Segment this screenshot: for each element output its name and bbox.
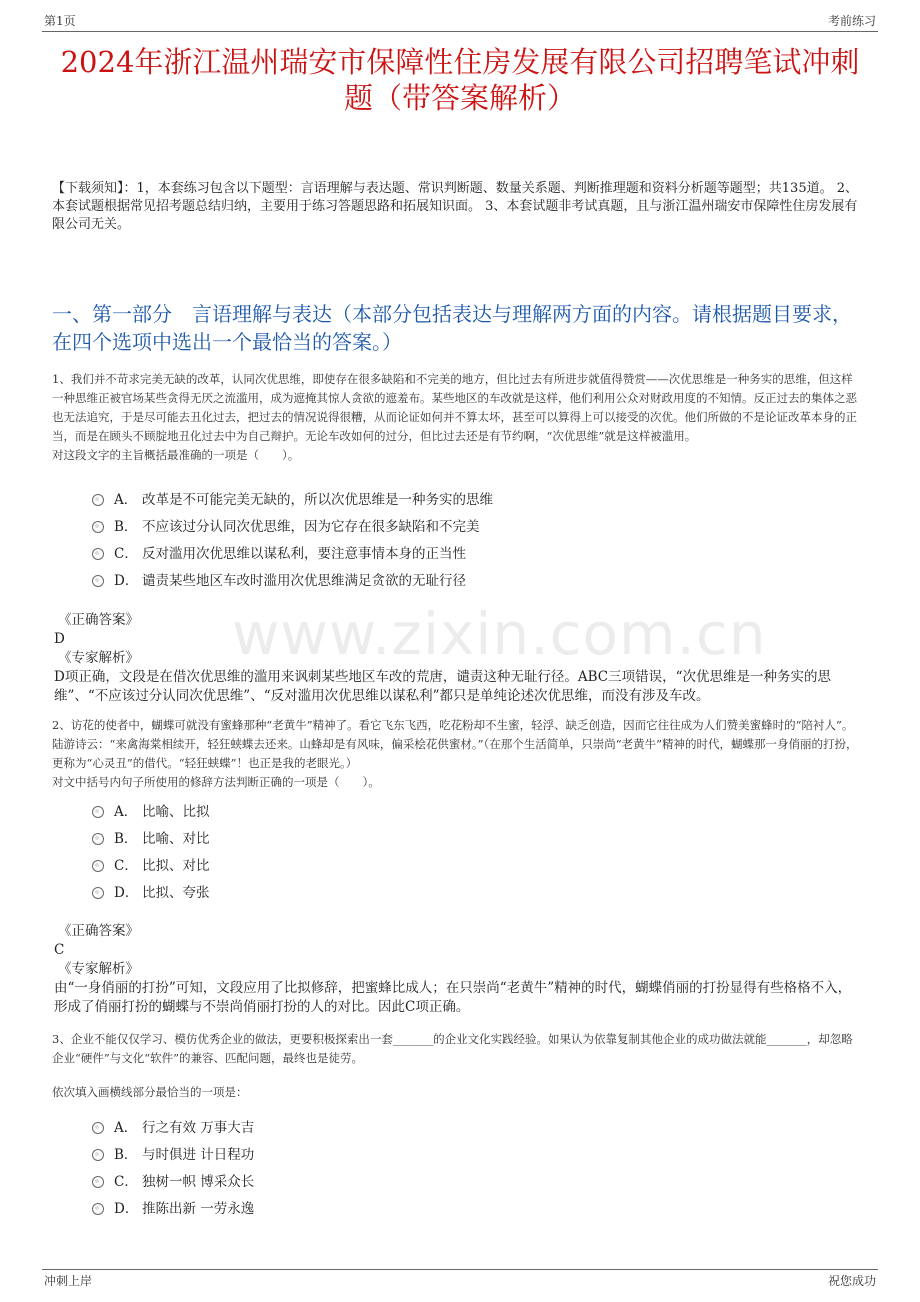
question-1-analysis: D项正确，文段是在借次优思维的滥用来讽刺某些地区车改的荒唐，谴责这种无耻行径。ABC三项错误，“次优思维是一种务实的思维”、“不应该过分认同次优思维”、“反对滥用次优思维以谋私利”都只是单纯论述次优思维，而没有涉及车改。 xyxy=(54,669,831,704)
question-3-prompt: 依次填入画横线部分最恰当的一项是： xyxy=(52,1085,248,1099)
question-1-prompt: 对这段文字的主旨概括最准确的一项是（ ）。 xyxy=(52,448,300,462)
radio-icon[interactable] xyxy=(92,521,104,533)
question-3-option-a[interactable]: A． 行之有效 万事大吉 xyxy=(92,1112,860,1139)
question-3-text: 3、企业不能仅仅学习、模仿优秀企业的做法，更要积极探索出一套_______的企业文化实践经验。如果认为依靠复制其他企业的成功做法就能_______，却忽略企业“硬件”与文化“软件”的兼容、匹配问题，最终也是徒劳。 xyxy=(52,1032,853,1065)
question-2-text: 2、访花的使者中，蝴蝶可就没有蜜蜂那种“老黄牛”精神了。看它飞东飞西，吃花粉却不生蜜，轻浮、缺乏创造，因而它往往成为人们赞美蜜蜂时的“陪衬人”。陆游诗云：“来禽海棠相续开，轻狂蛱蝶去还来。山蜂却是有风味，偏采桧花供蜜材。”（在那个生活简单，只崇尚“老黄牛”精神的时代，蝴蝶那一身俏丽的打扮，更称为“心灵丑”的借代。“轻狂蛱蝶”！也正是我的老眼光。） xyxy=(52,718,858,770)
document-title: 2024年浙江温州瑞安市保障性住房发展有限公司招聘笔试冲刺题（带答案解析） xyxy=(60,45,860,115)
question-1-option-d[interactable]: D． 谴责某些地区车改时滥用次优思维满足贪欲的无耻行径 xyxy=(92,565,860,592)
radio-icon[interactable] xyxy=(92,494,104,506)
page-header xyxy=(0,0,920,30)
answer-label: 《正确答案》 xyxy=(58,612,139,628)
question-3-option-c[interactable]: C． 独树一帜 博采众长 xyxy=(92,1166,860,1193)
section-title: 一、第一部分 言语理解与表达（本部分包括表达与理解两方面的内容。请根据题目要求，在四个选项中选出一个最恰当的答案。） xyxy=(52,302,852,354)
question-3-stem xyxy=(52,1030,864,1068)
download-notice: 【下载须知】：1，本套练习包含以下题型：言语理解与表达题、常识判断题、数量关系题、判断推理题和资料分析题等题型；共135道。 2、本套试题根据常见招考题总结归纳，主要用于练习答题思路和拓展知识面。 3、本套试题非考试真题，且与浙江温州瑞安市保障性住房发展有限公司无关。 xyxy=(52,181,858,232)
question-1-option-a[interactable]: A． 改革是不可能完美无缺的，所以次优思维是一种务实的思维 xyxy=(92,484,860,511)
answer-label: 《正确答案》 xyxy=(58,923,139,939)
footer-left-label: 冲刺上岸 xyxy=(44,1274,93,1288)
question-2-answer-block xyxy=(52,922,864,1017)
question-1-option-c[interactable]: C． 反对滥用次优思维以谋私利，要注意事情本身的正当性 xyxy=(92,538,860,565)
watermark: www.zixin.com.cn xyxy=(232,600,767,668)
question-3-options xyxy=(92,1112,860,1220)
question-2-options xyxy=(92,796,860,904)
question-2-answer: C xyxy=(54,942,65,958)
question-2-analysis: 由“一身俏丽的打扮”可知，文段应用了比拟修辞，把蜜蜂比成人；在只崇尚“老黄牛”精神的时代，蝴蝶俏丽的打扮显得有些格格不入，形成了俏丽打扮的蝴蝶与不崇尚俏丽打扮的人的对比。因此C项正确。 xyxy=(54,980,852,1015)
header-divider xyxy=(42,31,878,32)
question-1-option-b[interactable]: B． 不应该过分认同次优思维，因为它存在很多缺陷和不完美 xyxy=(92,511,860,538)
radio-icon[interactable] xyxy=(92,860,104,872)
question-2-option-c[interactable]: C． 比拟、对比 xyxy=(92,850,860,877)
question-2-stem xyxy=(52,716,864,792)
page-number-label: 第1页 xyxy=(44,14,76,28)
question-1-answer: D xyxy=(54,631,65,647)
question-2-option-d[interactable]: D． 比拟、夸张 xyxy=(92,877,860,904)
radio-icon[interactable] xyxy=(92,833,104,845)
analysis-label: 《专家解析》 xyxy=(58,961,139,977)
radio-icon[interactable] xyxy=(92,1122,104,1134)
radio-icon[interactable] xyxy=(92,806,104,818)
question-2-option-b[interactable]: B． 比喻、对比 xyxy=(92,823,860,850)
question-2-option-a[interactable]: A． 比喻、比拟 xyxy=(92,796,860,823)
radio-icon[interactable] xyxy=(92,548,104,560)
question-2-prompt: 对文中括号内句子所使用的修辞方法判断正确的一项是（ ）。 xyxy=(52,775,380,789)
header-right-label: 考前练习 xyxy=(827,14,876,28)
question-3-option-b[interactable]: B． 与时俱进 计日程功 xyxy=(92,1139,860,1166)
radio-icon[interactable] xyxy=(92,1203,104,1215)
radio-icon[interactable] xyxy=(92,1149,104,1161)
footer-divider xyxy=(42,1269,878,1270)
question-3-option-d[interactable]: D． 推陈出新 一劳永逸 xyxy=(92,1193,860,1220)
radio-icon[interactable] xyxy=(92,887,104,899)
question-1-text: 1、我们并不苛求完美无缺的改革，认同次优思维，即使存在很多缺陷和不完美的地方，但比过去有所进步就值得赞赏——次优思维是一种务实的思维，但这样一种思维正被官场某些贪得无厌之流滥用，成为遮掩其惊人贪欲的遮羞布。某些地区的车改就是这样，他们利用公众对财政用度的不知情。反正过去的集体之恶也无法追究，于是尽可能去丑化过去，把过去的情况说得很糟，从而论证如何并不算太坏，甚至可以算得上可以接受的次优。他们所做的不是论证改革本身的正当，而是在顾头不顾腚地丑化过去中为自己辩护。无论车改如何的过分，但比过去还是有节约啊，“次优思维”就是这样被滥用。 xyxy=(52,372,857,443)
question-1-options xyxy=(92,484,860,592)
analysis-label: 《专家解析》 xyxy=(58,650,139,666)
footer-right-label: 祝您成功 xyxy=(827,1274,876,1288)
question-1-stem xyxy=(52,370,864,465)
radio-icon[interactable] xyxy=(92,575,104,587)
radio-icon[interactable] xyxy=(92,1176,104,1188)
